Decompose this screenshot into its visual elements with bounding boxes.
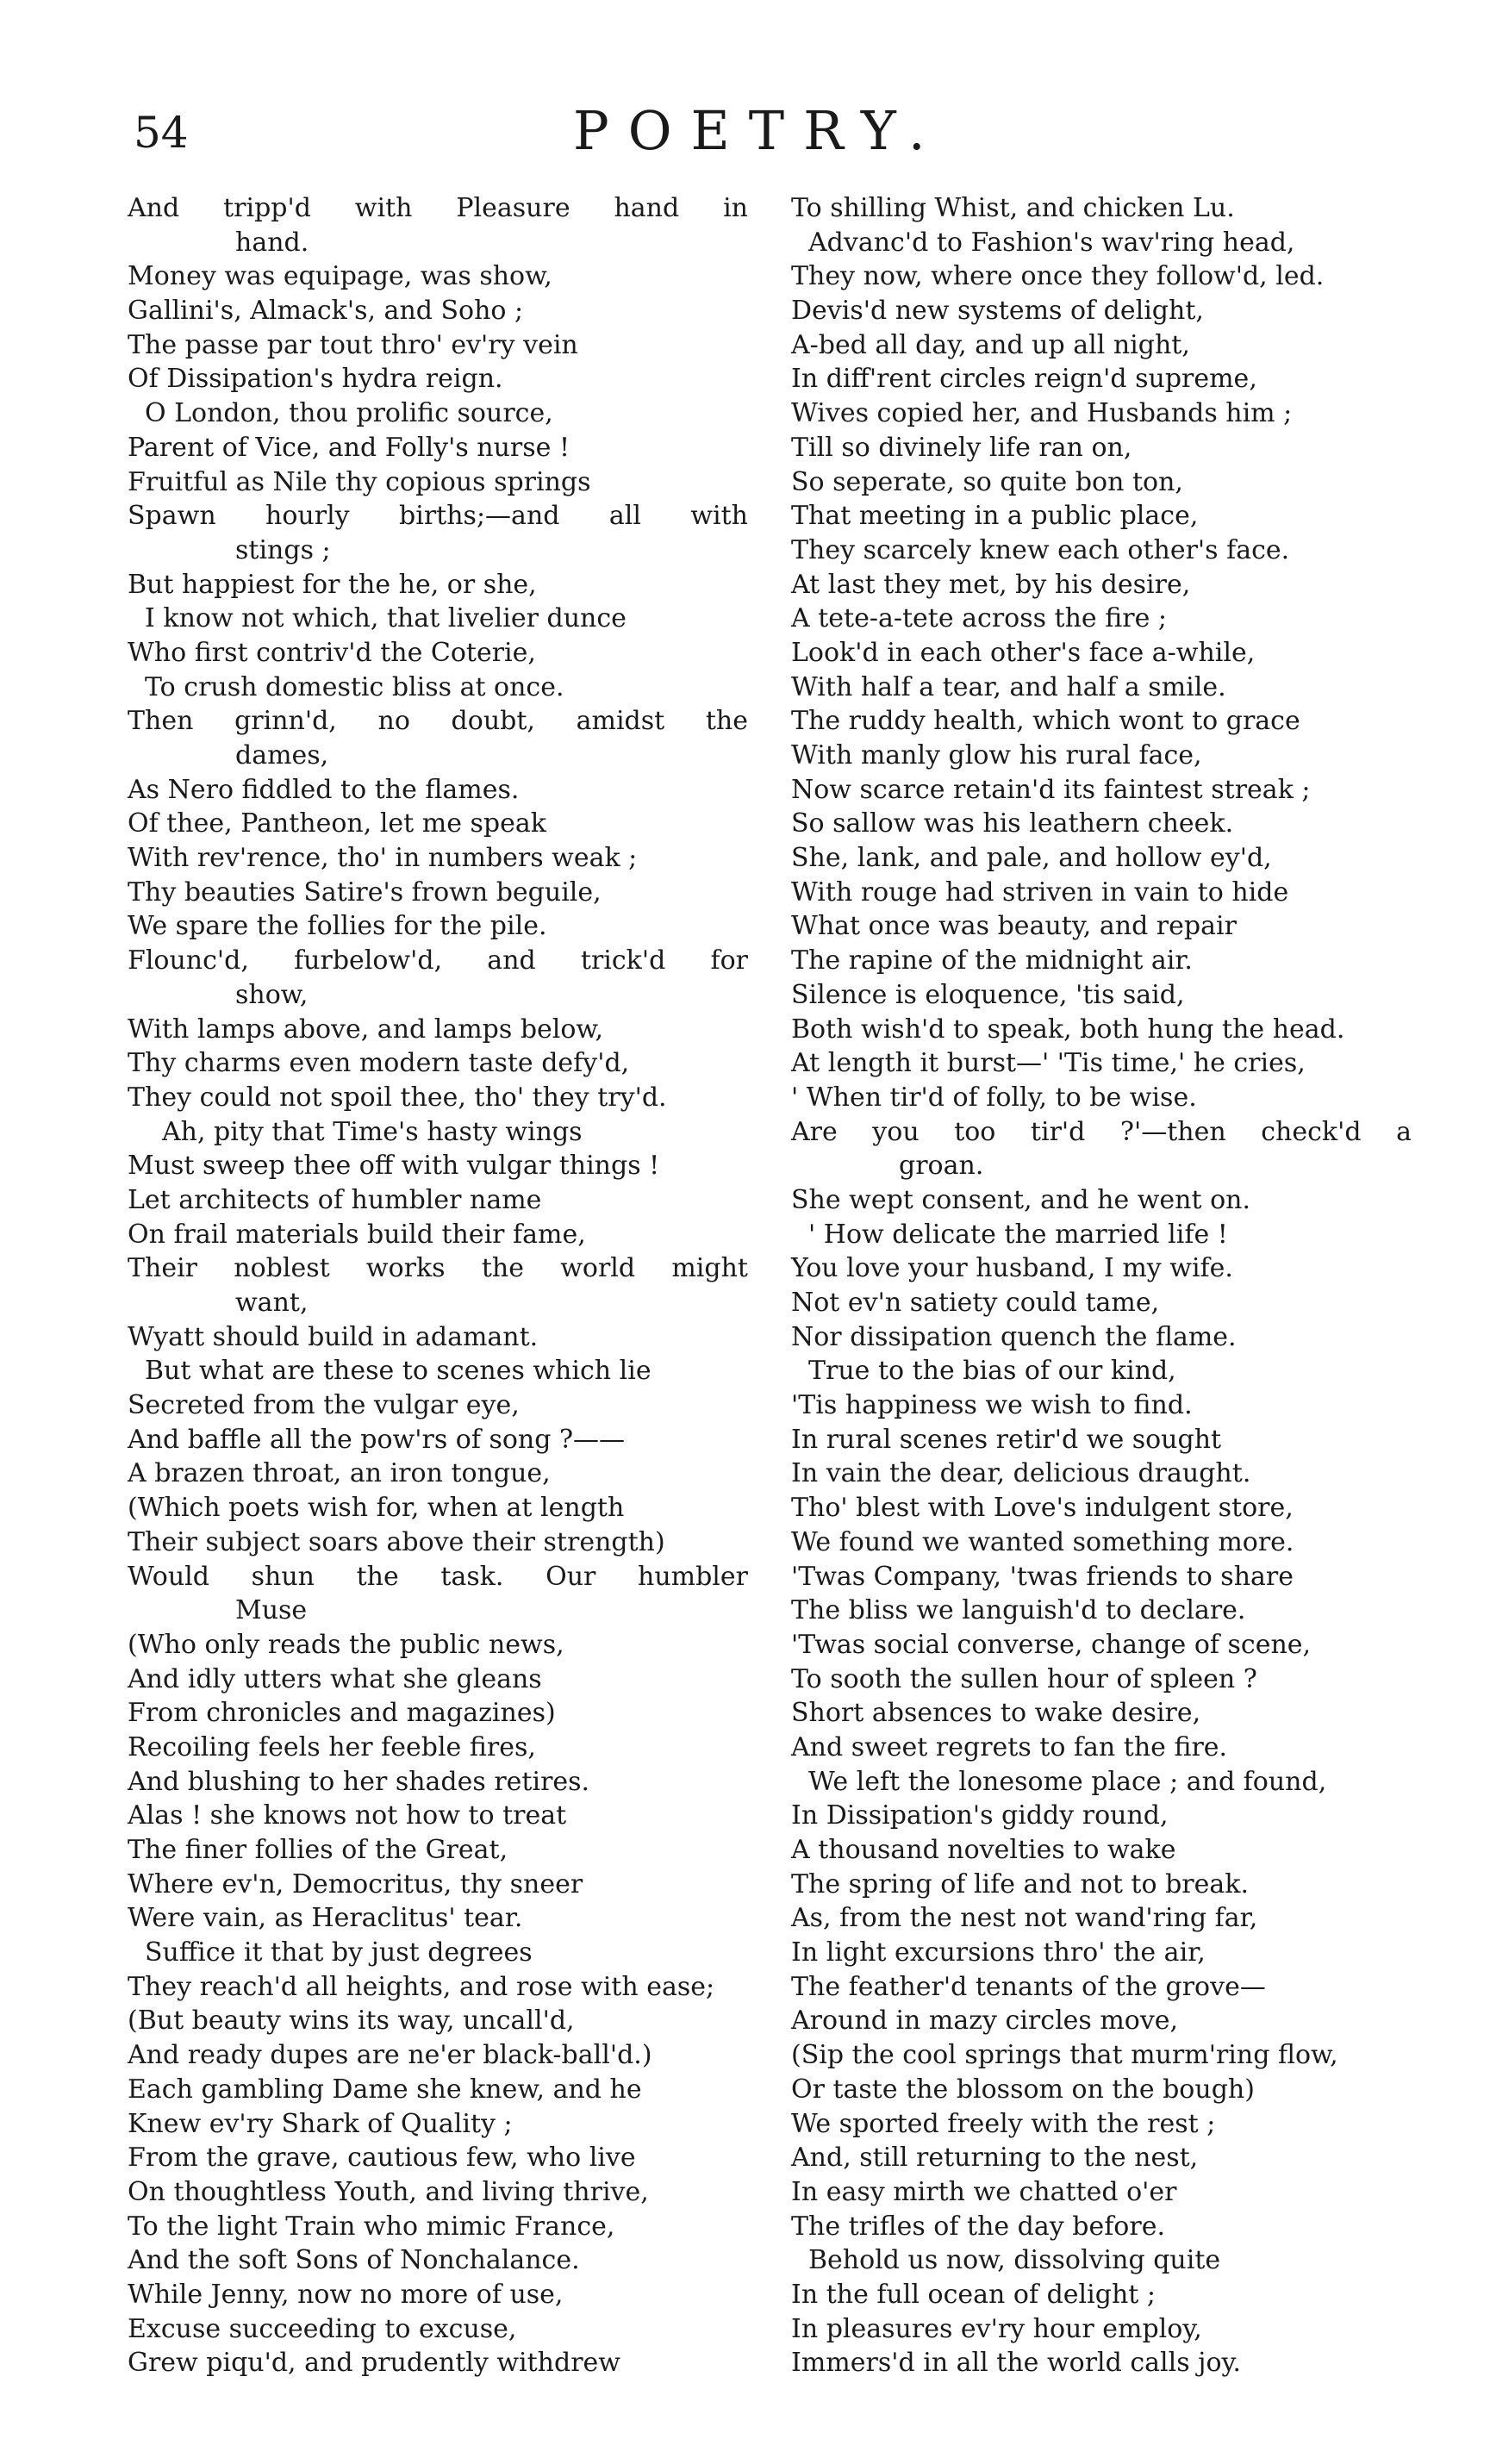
verse-line: In pleasures ev'ry hour employ, bbox=[791, 2313, 1202, 2344]
verse-line: Flounc'd, furbelow'd, and trick'd for bbox=[128, 945, 748, 976]
verse-line: ' How delicate the married life ! bbox=[808, 1219, 1228, 1250]
verse-line: (But beauty wins its way, uncall'd, bbox=[128, 2006, 575, 2037]
verse-line: Would shun the task. Our humbler bbox=[128, 1561, 748, 1592]
verse-line: To crush domestic bliss at once. bbox=[145, 671, 564, 702]
verse-line: Parent of Vice, and Folly's nurse ! bbox=[128, 432, 570, 463]
verse-line: A tete-a-tete across the fire ; bbox=[791, 603, 1167, 634]
verse-line: So sallow was his leathern cheek. bbox=[791, 808, 1234, 839]
verse-line: A thousand novelties to wake bbox=[791, 1835, 1176, 1865]
verse-line: And blushing to her shades retires. bbox=[128, 1766, 590, 1797]
verse-line: Look'd in each other's face a-while, bbox=[791, 637, 1256, 668]
verse-line: Were vain, as Heraclitus' tear. bbox=[128, 1903, 523, 1934]
verse-line: We spare the follies for the pile. bbox=[128, 911, 547, 942]
verse-line: They now, where once they follow'd, led. bbox=[791, 261, 1325, 292]
verse-line: Of thee, Pantheon, let me speak bbox=[128, 808, 546, 839]
verse-line: On thoughtless Youth, and living thrive, bbox=[128, 2176, 649, 2207]
verse-line: Both wish'd to speak, both hung the head. bbox=[791, 1014, 1345, 1045]
verse-line: We left the lonesome place ; and found, bbox=[808, 1766, 1327, 1797]
verse-line: Suffice it that by just degrees bbox=[145, 1937, 533, 1968]
verse-line: Who first contriv'd the Coterie, bbox=[128, 637, 536, 668]
verse-line: In vain the dear, delicious draught. bbox=[791, 1458, 1251, 1489]
verse-line: In the full ocean of delight ; bbox=[791, 2279, 1156, 2310]
verse-line: Let architects of humbler name bbox=[128, 1184, 542, 1215]
verse-line: hand. bbox=[235, 227, 309, 258]
verse-line: And the soft Sons of Nonchalance. bbox=[128, 2245, 580, 2276]
verse-line: The passe par tout thro' ev'ry vein bbox=[128, 329, 578, 360]
verse-line: In light excursions thro' the air, bbox=[791, 1937, 1206, 1968]
verse-line: To the light Train who mimic France, bbox=[128, 2211, 615, 2242]
verse-line: To shilling Whist, and chicken Lu. bbox=[791, 193, 1235, 223]
verse-line: From the grave, cautious few, who live bbox=[128, 2143, 636, 2174]
verse-line: The rapine of the midnight air. bbox=[791, 945, 1193, 976]
verse-line: Their subject soars above their strength) bbox=[128, 1526, 665, 1557]
verse-line: As Nero fiddled to the flames. bbox=[128, 774, 520, 805]
page-number: 54 bbox=[134, 108, 189, 158]
verse-line: Thy beauties Satire's frown beguile, bbox=[128, 876, 602, 908]
verse-line: At last they met, by his desire, bbox=[791, 569, 1191, 600]
verse-line: The finer follies of the Great, bbox=[128, 1835, 508, 1865]
verse-line: The spring of life and not to break. bbox=[791, 1868, 1249, 1899]
verse-line: So seperate, so quite bon ton, bbox=[791, 466, 1183, 497]
right-column bbox=[791, 191, 1412, 2380]
verse-line: In rural scenes retir'd we sought bbox=[791, 1424, 1222, 1455]
verse-line: You love your husband, I my wife. bbox=[791, 1253, 1233, 1284]
verse-line: But what are these to scenes which lie bbox=[145, 1356, 651, 1387]
verse-line: Short absences to wake desire, bbox=[791, 1698, 1201, 1729]
verse-line: Secreted from the vulgar eye, bbox=[128, 1390, 520, 1421]
verse-line: In easy mirth we chatted o'er bbox=[791, 2176, 1177, 2207]
verse-line: Of Dissipation's hydra reign. bbox=[128, 364, 503, 395]
verse-line: Wives copied her, and Husbands him ; bbox=[791, 398, 1293, 429]
verse-line: A-bed all day, and up all night, bbox=[791, 329, 1190, 360]
verse-line: Nor dissipation quench the flame. bbox=[791, 1321, 1237, 1352]
verse-line: And, still returning to the nest, bbox=[791, 2143, 1199, 2174]
verse-line: Silence is eloquence, 'tis said, bbox=[791, 979, 1185, 1010]
verse-line: O London, thou prolific source, bbox=[145, 398, 553, 429]
verse-line: Wyatt should build in adamant. bbox=[128, 1321, 539, 1352]
verse-line: With half a tear, and half a smile. bbox=[791, 671, 1226, 702]
verse-line: She, lank, and pale, and hollow ey'd, bbox=[791, 843, 1272, 874]
verse-line: Immers'd in all the world calls joy. bbox=[791, 2348, 1242, 2379]
left-column bbox=[128, 191, 748, 2380]
verse-line: They reach'd all heights, and rose with ease; bbox=[128, 1971, 715, 2002]
verse-line: Must sweep thee off with vulgar things ! bbox=[128, 1151, 660, 1182]
verse-line: She wept consent, and he went on. bbox=[791, 1184, 1250, 1215]
verse-line: To sooth the sullen hour of spleen ? bbox=[791, 1663, 1257, 1694]
verse-line: We found we wanted something more. bbox=[791, 1526, 1294, 1557]
verse-line: And ready dupes are ne'er black-ball'd.) bbox=[128, 2040, 652, 2071]
verse-line: And idly utters what she gleans bbox=[128, 1663, 542, 1694]
verse-line: Grew piqu'd, and prudently withdrew bbox=[128, 2348, 620, 2379]
verse-line: In Dissipation's giddy round, bbox=[791, 1800, 1169, 1831]
verse-line: And tripp'd with Pleasure hand in bbox=[128, 193, 748, 223]
verse-line: Excuse succeeding to excuse, bbox=[128, 2313, 517, 2344]
verse-line: (Sip the cool springs that murm'ring flow, bbox=[791, 2040, 1338, 2071]
verse-line: They could not spoil thee, tho' they try'd. bbox=[128, 1082, 667, 1113]
verse-line: Where ev'n, Democritus, thy sneer bbox=[128, 1868, 583, 1899]
verse-line: Now scarce retain'd its faintest streak ; bbox=[791, 774, 1311, 805]
verse-line: True to the bias of our kind, bbox=[808, 1356, 1176, 1387]
verse-line: What once was beauty, and repair bbox=[791, 911, 1237, 942]
verse-line: The feather'd tenants of the grove— bbox=[791, 1971, 1266, 2002]
verse-line: Muse bbox=[235, 1595, 308, 1626]
verse-line: groan. bbox=[899, 1151, 984, 1182]
verse-line: Or taste the blossom on the bough) bbox=[791, 2074, 1255, 2105]
verse-line: And sweet regrets to fan the fire. bbox=[791, 1731, 1228, 1762]
verse-line: Advanc'd to Fashion's wav'ring head, bbox=[808, 227, 1295, 258]
verse-line: On frail materials build their fame, bbox=[128, 1219, 586, 1250]
verse-line: (Which poets wish for, when at length bbox=[128, 1493, 625, 1524]
verse-line: Fruitful as Nile thy copious springs bbox=[128, 466, 591, 497]
verse-line: 'Twas social converse, change of scene, bbox=[791, 1629, 1312, 1660]
verse-line: That meeting in a public place, bbox=[791, 501, 1199, 532]
verse-line: Money was equipage, was show, bbox=[128, 261, 552, 292]
verse-line: While Jenny, now no more of use, bbox=[128, 2279, 564, 2310]
verse-line: Alas ! she knows not how to treat bbox=[128, 1800, 567, 1831]
verse-line: I know not which, that livelier dunce bbox=[145, 603, 627, 634]
verse-line: Ah, pity that Time's hasty wings bbox=[162, 1116, 583, 1147]
verse-line: Spawn hourly births;—and all with bbox=[128, 501, 748, 532]
verse-line: In diff'rent circles reign'd supreme, bbox=[791, 364, 1257, 395]
verse-line: But happiest for the he, or she, bbox=[128, 569, 537, 600]
verse-line: want, bbox=[235, 1288, 309, 1318]
verse-line: We sported freely with the rest ; bbox=[791, 2108, 1216, 2139]
verse-line: Knew ev'ry Shark of Quality ; bbox=[128, 2108, 513, 2139]
verse-line: stings ; bbox=[235, 534, 331, 565]
verse-line: And baffle all the pow'rs of song ?—— bbox=[128, 1424, 626, 1455]
verse-line: With lamps above, and lamps below, bbox=[128, 1014, 604, 1045]
verse-line: As, from the nest not wand'ring far, bbox=[791, 1903, 1258, 1934]
verse-line: Behold us now, dissolving quite bbox=[808, 2245, 1221, 2276]
verse-line: The ruddy health, which wont to grace bbox=[791, 706, 1300, 737]
verse-line: Not ev'n satiety could tame, bbox=[791, 1288, 1160, 1318]
verse-line: The trifles of the day before. bbox=[791, 2211, 1166, 2242]
verse-line: They scarcely knew each other's face. bbox=[791, 534, 1290, 565]
verse-line: With manly glow his rural face, bbox=[791, 740, 1202, 770]
verse-line: Then grinn'd, no doubt, amidst the bbox=[128, 706, 748, 737]
verse-line: The bliss we languish'd to declare. bbox=[791, 1595, 1246, 1626]
verse-line: Are you too tir'd ?'—then check'd a bbox=[791, 1116, 1412, 1147]
verse-line: A brazen throat, an iron tongue, bbox=[128, 1458, 551, 1489]
verse-line: Tho' blest with Love's indulgent store, bbox=[791, 1493, 1294, 1524]
verse-line: dames, bbox=[235, 740, 329, 770]
verse-line: (Who only reads the public news, bbox=[128, 1629, 564, 1660]
verse-line: show, bbox=[235, 979, 309, 1010]
verse-line: From chronicles and magazines) bbox=[128, 1698, 556, 1729]
verse-line: Each gambling Dame she knew, and he bbox=[128, 2074, 642, 2105]
verse-line: Their noblest works the world might bbox=[128, 1253, 748, 1284]
verse-line: Recoiling feels her feeble fires, bbox=[128, 1731, 536, 1762]
verse-line: Thy charms even modern taste defy'd, bbox=[128, 1048, 630, 1079]
running-title: POETRY. bbox=[573, 99, 944, 162]
verse-line: ' When tir'd of folly, to be wise. bbox=[791, 1082, 1197, 1113]
verse-line: With rev'rence, tho' in numbers weak ; bbox=[128, 843, 638, 874]
verse-line: 'Twas Company, 'twas friends to share bbox=[791, 1561, 1294, 1592]
verse-line: At length it burst—' 'Tis time,' he cries, bbox=[791, 1048, 1306, 1079]
verse-line: 'Tis happiness we wish to find. bbox=[791, 1390, 1193, 1421]
verse-line: Till so divinely life ran on, bbox=[791, 432, 1132, 463]
verse-line: With rouge had striven in vain to hide bbox=[791, 876, 1289, 908]
verse-line: Devis'd new systems of delight, bbox=[791, 296, 1204, 327]
page-header bbox=[0, 99, 1490, 168]
verse-line: Gallini's, Almack's, and Soho ; bbox=[128, 296, 524, 327]
verse-line: Around in mazy circles move, bbox=[791, 2006, 1179, 2037]
